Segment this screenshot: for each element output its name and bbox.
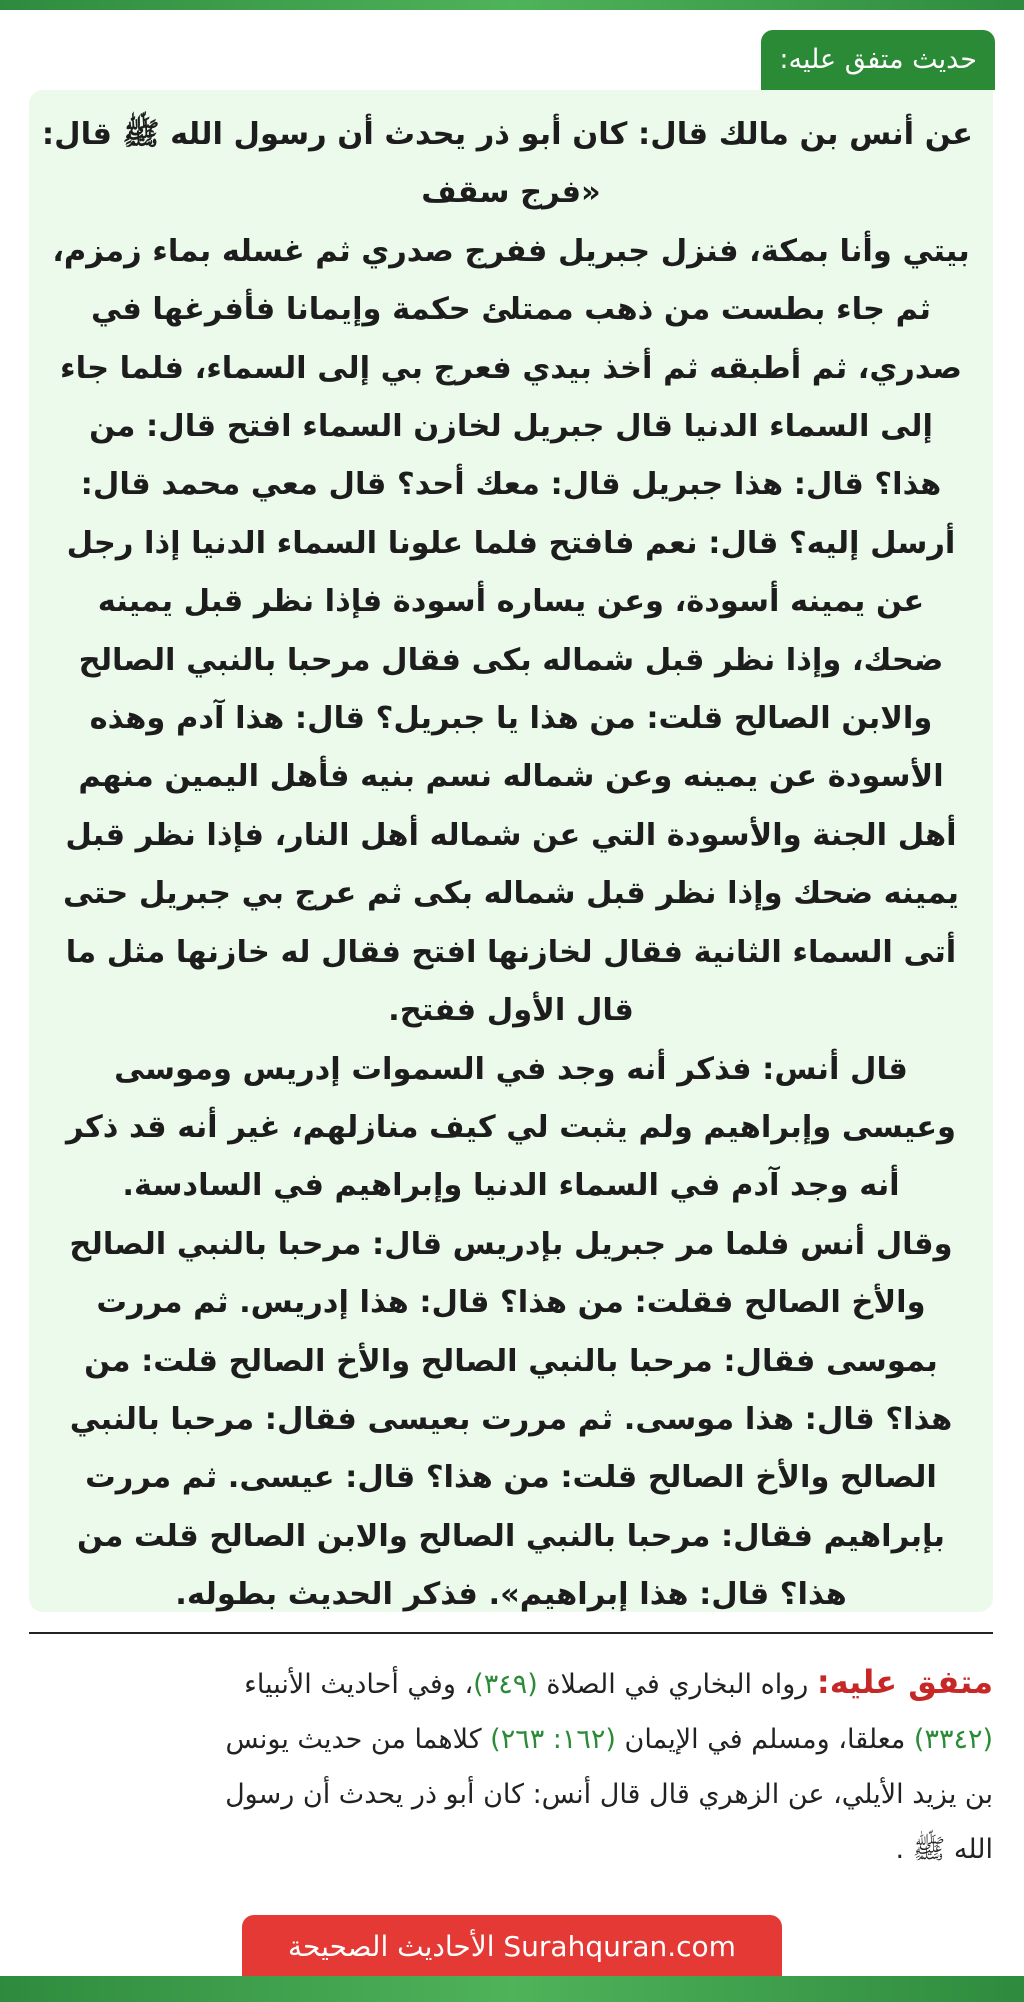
hadith-line: عن أنس بن مالك قال: كان أبو ذر يحدث أن رسول الله ﷺ قال: xyxy=(41,117,973,152)
hadith-number-link[interactable]: (١٦٢: ٢٦٣) xyxy=(490,1724,616,1755)
source-label: متفق عليه: xyxy=(816,1663,993,1701)
top-accent-bar xyxy=(0,0,1024,10)
hadith-line: والابن الصالح قلت: من هذا يا جبريل؟ قال: هذا آدم وهذه xyxy=(89,701,933,737)
hadith-title-tab: حديث متفق عليه: xyxy=(761,30,995,90)
source-text: معلقا، ومسلم في الإيمان xyxy=(615,1724,914,1755)
hadith-number-link[interactable]: (٣٣٤٢) xyxy=(913,1724,993,1755)
section-divider xyxy=(29,1632,993,1634)
source-line-2 xyxy=(29,1712,993,1767)
hadith-line: يمينه ضحك وإذا نظر قبل شماله بكى ثم عرج بي جبريل حتى xyxy=(63,876,959,912)
source-text: كلاهما من حديث يونس xyxy=(225,1724,491,1755)
hadith-line: أهل الجنة والأسودة التي عن شماله أهل النار، فإذا نظر قبل xyxy=(65,817,957,853)
hadith-line: وقال أنس فلما مر جبريل بإدريس قال: مرحبا بالنبي الصالح xyxy=(69,1226,953,1262)
hadith-line: إلى السماء الدنيا قال جبريل لخازن السماء افتح قال: من xyxy=(89,409,933,445)
hadith-line: وعيسى وإبراهيم ولم يثبت لي كيف منازلهم، غير أنه قد ذكر xyxy=(66,1109,956,1145)
hadith-line: صدري، ثم أطبقه ثم أخذ بيدي فعرج بي إلى السماء، فلما جاء xyxy=(60,350,962,386)
source-text: رواه البخاري في الصلاة xyxy=(537,1669,817,1700)
source-line-1 xyxy=(29,1655,993,1712)
bottom-accent-bar xyxy=(0,1976,1024,2002)
hadith-line: الصالح والأخ الصالح قلت: من هذا؟ قال: عيسى. ثم مررت xyxy=(85,1460,937,1496)
hadith-line: هذا؟ قال: هذا جبريل قال: معك أحد؟ قال معي محمد قال: xyxy=(80,467,942,503)
source-text: ، وفي أحاديث الأنبياء xyxy=(244,1669,474,1700)
hadith-line: عن يمينه أسودة، وعن يساره أسودة فإذا نظر قبل يمينه xyxy=(97,584,925,620)
site-brand-badge[interactable]: الأحاديث الصحيحة Surahquran.com xyxy=(242,1915,782,1979)
source-line-3: بن يزيد الأيلي، عن الزهري قال قال أنس: كان أبو ذر يحدث أن رسول xyxy=(225,1779,993,1810)
source-line-4: الله ﷺ . xyxy=(895,1834,993,1865)
hadith-line: بإبراهيم فقال: مرحبا بالنبي الصالح والابن الصالح قلت من xyxy=(77,1518,945,1554)
hadith-line: الأسودة عن يمينه وعن شماله نسم بنيه فأهل اليمين منهم xyxy=(78,759,944,795)
hadith-text-box xyxy=(29,90,993,1612)
hadith-line: أتى السماء الثانية فقال لخازنها افتح فقال له خازنها مثل ما xyxy=(65,934,957,970)
hadith-line: بيتي وأنا بمكة، فنزل جبريل ففرج صدري ثم غسله بماء زمزم، xyxy=(52,233,970,269)
source-citation xyxy=(29,1655,993,1877)
hadith-line: أنه وجد آدم في السماء الدنيا وإبراهيم في السادسة. xyxy=(122,1168,900,1204)
hadith-line: هذا؟ قال: هذا موسى. ثم مررت بعيسى فقال: مرحبا بالنبي xyxy=(69,1401,953,1437)
hadith-line: قال أنس: فذكر أنه وجد في السموات إدريس وموسى xyxy=(114,1051,908,1087)
hadith-line: والأخ الصالح فقلت: من هذا؟ قال: هذا إدريس. ثم مررت xyxy=(96,1285,926,1321)
hadith-text xyxy=(41,106,973,1625)
hadith-line: أرسل إليه؟ قال: نعم فافتح فلما علونا السماء الدنيا إذا رجل xyxy=(66,525,956,561)
hadith-line: «فرج سقف xyxy=(421,175,601,211)
hadith-line: ضحك، وإذا نظر قبل شماله بكى فقال مرحبا بالنبي الصالح xyxy=(78,642,944,678)
hadith-number-link[interactable]: (٣٤٩) xyxy=(473,1669,538,1700)
hadith-line: قال الأول ففتح. xyxy=(388,993,634,1029)
hadith-line: هذا؟ قال: هذا إبراهيم». فذكر الحديث بطوله. xyxy=(175,1577,847,1613)
hadith-line: بموسى فقال: مرحبا بالنبي الصالح والأخ الصالح قلت: من xyxy=(84,1343,938,1379)
hadith-line: ثم جاء بطست من ذهب ممتلئ حكمة وإيمانا فأفرغها في xyxy=(90,292,931,328)
